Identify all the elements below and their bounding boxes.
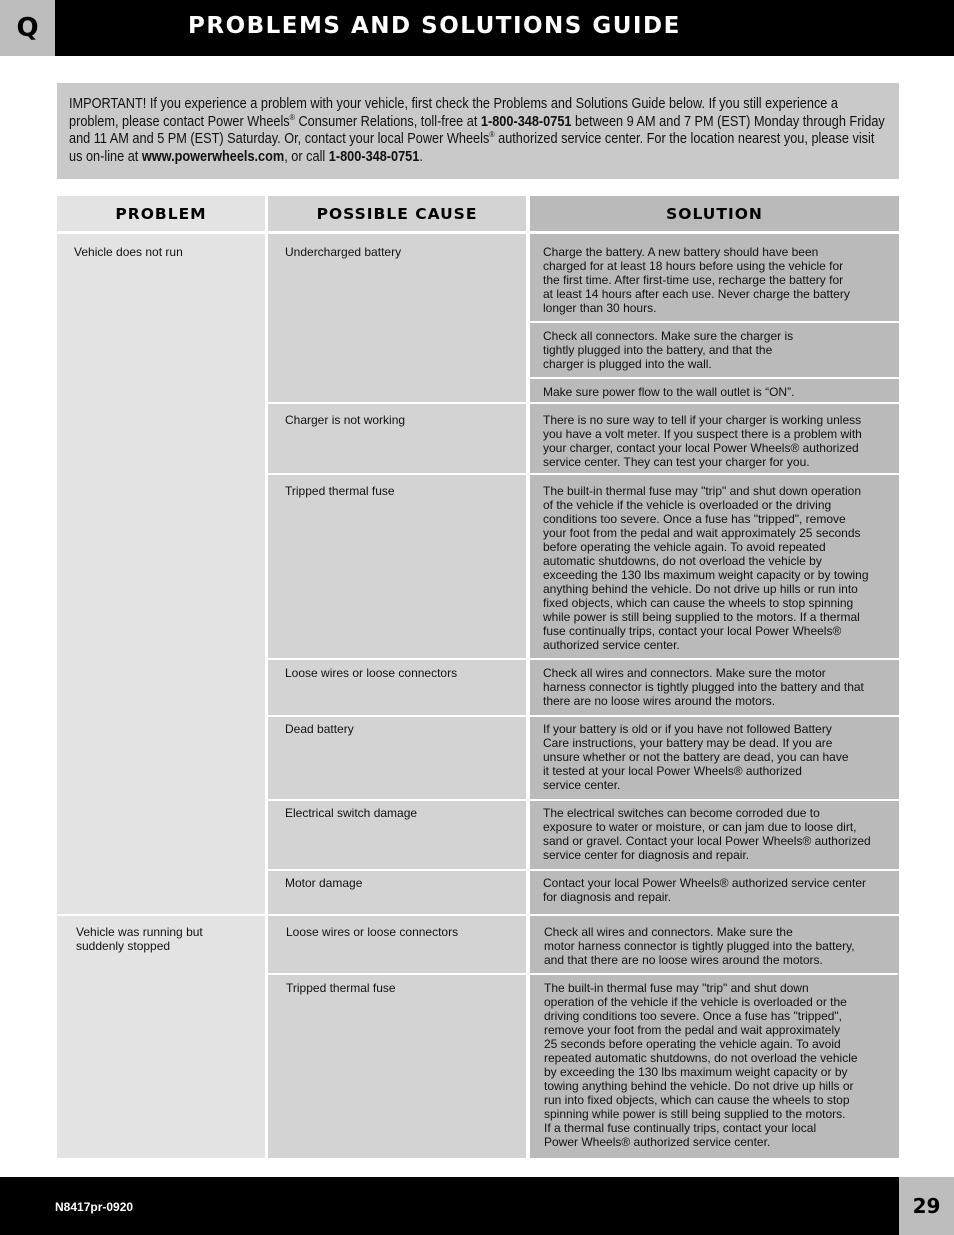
row-separator: [268, 973, 898, 975]
registered-mark: ®: [489, 130, 495, 140]
cause-text: Charger is not working: [285, 413, 406, 427]
notice-text-6: .: [419, 148, 423, 165]
document-code: N8417pr-0920: [55, 1200, 134, 1214]
problem-text: Vehicle does not run: [74, 245, 183, 259]
solution-text: Check all wires and connectors. Make sure the motor harness connector is tightly plugged into the battery, and that there are no loose wires around the motors.: [544, 925, 855, 967]
row-separator: [268, 402, 526, 404]
cause-text: Loose wires or loose connectors: [286, 925, 459, 939]
solution-text: If your battery is old or if you have not followed Battery Care instructions, your battery may be dead. If you are unsure whether or not the battery are dead, you can have it tested at your local Power Wheels® authorized service center.: [543, 722, 849, 792]
phone-number: 1-800-348-0751: [328, 148, 420, 165]
cause-text: Tripped thermal fuse: [286, 981, 396, 995]
solution-text: Contact your local Power Wheels® authorized service center for diagnosis and repair.: [543, 876, 866, 904]
row-separator: [268, 869, 526, 871]
header-solution: SOLUTION: [666, 205, 763, 223]
solution-text: There is no sure way to tell if your charger is working unless you have a volt meter. If you suspect there is a problem with your charger, contact your local Power Wheels® authorized service center. They can test your charger for you.: [543, 413, 862, 469]
row-separator: [530, 799, 899, 801]
cause-text: Undercharged battery: [285, 245, 402, 259]
notice-text-2: Consumer Relations, toll-free at: [294, 113, 481, 130]
row-separator: [530, 377, 899, 379]
row-separator: [530, 715, 899, 717]
row-separator: [268, 799, 526, 801]
solution-text: Check all wires and connectors. Make sure the motor harness connector is tightly plugged into the battery and that there are no loose wires around the motors.: [543, 666, 864, 708]
page-number: 29: [899, 1177, 954, 1235]
important-notice: [57, 83, 899, 179]
solution-text: The electrical switches can become corroded due to exposure to water or moisture, or can jam due to loose dirt, sand or gravel. Contact your local Power Wheels® authorized service center for diagnosis and repair.: [543, 806, 871, 862]
section-letter: Q: [0, 0, 55, 56]
row-separator: [530, 321, 899, 323]
row-separator: [530, 869, 899, 871]
footer-bar: [0, 1177, 954, 1235]
notice-text-5: , or call: [284, 148, 329, 165]
cause-text: Dead battery: [285, 722, 354, 736]
solution-text: The built-in thermal fuse may "trip" and shut down operation of the vehicle if the vehicle is overloaded or the driving conditions too severe. Once a fuse has "tripped", remove your foot from the pedal and wait approximately 25 seconds before operating the vehicle again. To avoid repeated automatic shutdowns, do not overload the vehicle by exceeding the 130 lbs maximum weight capacity or by towing anything behind the vehicle. Do not drive up hills or run into fixed objects, which can cause the wheels to stop spinning while power is still being supplied to the motors. If a thermal fuse continually trips, contact your local Power Wheels® authorized service center.: [543, 484, 869, 652]
row-separator: [268, 473, 526, 475]
header-problem: PROBLEM: [115, 205, 207, 223]
row-separator: [530, 402, 899, 404]
problem-column: [57, 196, 265, 1158]
phone-number: 1-800-348-0751: [480, 113, 572, 130]
cause-text: Loose wires or loose connectors: [285, 666, 458, 680]
notice-text-1: IMPORTANT! If you experience a problem with your vehicle, first check the Problems and Solutions Guide below. If you still experience a problem, please contact Power Wheels: [69, 96, 839, 130]
website-link[interactable]: www.powerwheels.com: [141, 148, 285, 165]
header-divider: [57, 231, 899, 234]
solution-text: Check all connectors. Make sure the charger is tightly plugged into the battery, and that the charger is plugged into the wall.: [543, 329, 794, 371]
cause-text: Motor damage: [285, 876, 363, 890]
cause-text: Electrical switch damage: [285, 806, 418, 820]
row-separator: [57, 914, 899, 916]
row-separator: [268, 658, 526, 660]
cause-text: Tripped thermal fuse: [285, 484, 395, 498]
header-cause: POSSIBLE CAUSE: [316, 205, 478, 223]
solution-text: The built-in thermal fuse may "trip" and shut down operation of the vehicle if the vehicle is overloaded or the driving conditions too severe. Once a fuse has "tripped", remove your foot from the pedal and wait approximately 25 seconds before operating the vehicle again. To avoid repeated automatic shutdowns, do not overload the vehicle by exceeding the 130 lbs maximum weight capacity or by towing anything behind the vehicle. Do not drive up hills or run into fixed objects, which can cause the wheels to stop spinning while power is still being supplied to the motors. If a thermal fuse continually trips, contact your local Power Wheels® authorized service center.: [544, 981, 858, 1149]
row-separator: [268, 715, 526, 717]
notice-text-3: between 9 AM and 7 PM (EST) Monday through Friday and 11 AM and 5 PM (EST) Saturday. Or, contact your local Power Wheels: [69, 113, 885, 147]
registered-mark: ®: [289, 112, 295, 122]
notice-text-4: authorized service center. For the location nearest you, please visit us on-line at: [69, 131, 875, 165]
page-title: PROBLEMS AND SOLUTIONS GUIDE: [188, 13, 681, 39]
row-separator: [530, 473, 899, 475]
problem-text: Vehicle was running but suddenly stopped: [76, 925, 203, 953]
row-separator: [530, 658, 899, 660]
solution-text: Make sure power flow to the wall outlet is “ON”.: [543, 385, 795, 399]
solution-text: Charge the battery. A new battery should have been charged for at least 18 hours before using the vehicle for the first time. After first-time use, recharge the battery for at least 14 hours after each use. Never charge the battery longer than 30 hours.: [543, 245, 850, 315]
